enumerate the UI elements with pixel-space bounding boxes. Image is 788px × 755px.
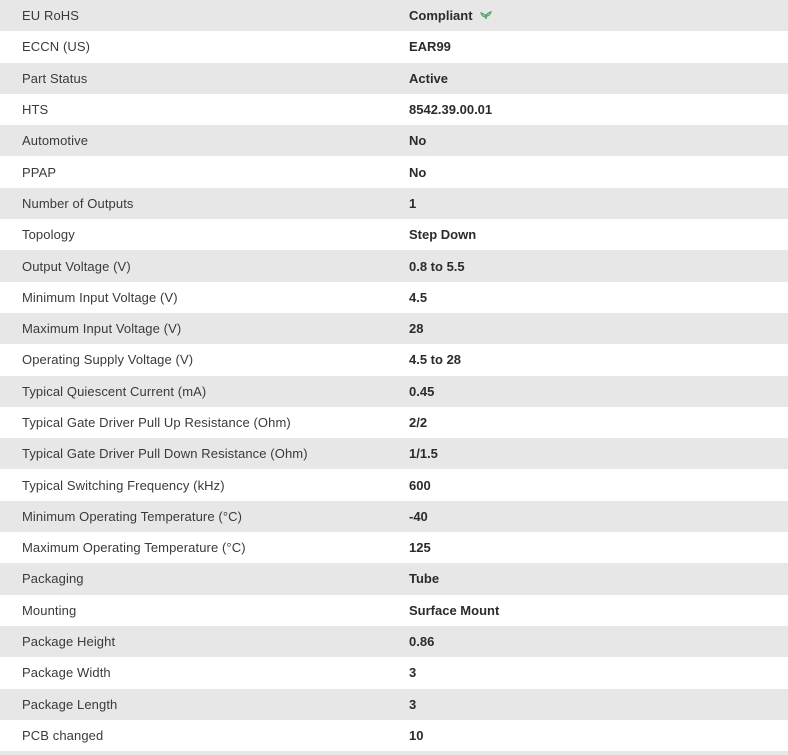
spec-label: HTS (0, 94, 409, 125)
spec-label: Typical Gate Driver Pull Up Resistance (Ohm) (0, 407, 409, 438)
spec-value: 4.5 (409, 282, 788, 313)
spec-label: Operating Supply Voltage (V) (0, 344, 409, 375)
spec-value: 3 (409, 657, 788, 688)
spec-label: Output Voltage (V) (0, 250, 409, 281)
spec-row (0, 156, 788, 187)
spec-label: Packaging (0, 563, 409, 594)
spec-value (409, 0, 788, 31)
spec-value: 28 (409, 313, 788, 344)
spec-value: 125 (409, 532, 788, 563)
spec-label: Package Width (0, 657, 409, 688)
spec-label: ECCN (US) (0, 31, 409, 62)
spec-value: 1/1.5 (409, 438, 788, 469)
spec-label: Package Height (0, 626, 409, 657)
spec-row (0, 282, 788, 313)
spec-row (0, 501, 788, 532)
spec-value-text: Compliant (409, 8, 473, 24)
leaf-icon (479, 8, 493, 23)
spec-label: Number of Outputs (0, 188, 409, 219)
spec-value: 8542.39.00.01 (409, 94, 788, 125)
spec-label: EU RoHS (0, 0, 409, 31)
spec-value: 1 (409, 188, 788, 219)
spec-label: PCB changed (0, 720, 409, 751)
spec-row (0, 219, 788, 250)
spec-value: Surface Mount (409, 595, 788, 626)
spec-value: Active (409, 63, 788, 94)
spec-row (0, 595, 788, 626)
spec-label: Topology (0, 219, 409, 250)
spec-row (0, 438, 788, 469)
spec-row (0, 532, 788, 563)
spec-label: Maximum Operating Temperature (°C) (0, 532, 409, 563)
spec-value: No (409, 156, 788, 187)
spec-row (0, 344, 788, 375)
spec-value: 0.45 (409, 376, 788, 407)
spec-value: 0.86 (409, 626, 788, 657)
spec-label: Typical Switching Frequency (kHz) (0, 469, 409, 500)
spec-row (0, 63, 788, 94)
spec-row (0, 0, 788, 31)
spec-row (0, 626, 788, 657)
spec-row (0, 94, 788, 125)
spec-label: Minimum Operating Temperature (°C) (0, 501, 409, 532)
spec-label: Minimum Input Voltage (V) (0, 282, 409, 313)
spec-value: Step Down (409, 219, 788, 250)
spec-label: Automotive (0, 125, 409, 156)
spec-label: PPAP (0, 156, 409, 187)
spec-row (0, 376, 788, 407)
spec-label: Mounting (0, 595, 409, 626)
spec-value: 600 (409, 469, 788, 500)
spec-row (0, 188, 788, 219)
spec-row (0, 657, 788, 688)
table-bottom-divider (0, 751, 788, 755)
spec-label: Typical Quiescent Current (mA) (0, 376, 409, 407)
spec-value: 3 (409, 689, 788, 720)
spec-row (0, 469, 788, 500)
spec-label: Part Status (0, 63, 409, 94)
spec-row (0, 720, 788, 751)
spec-value: 2/2 (409, 407, 788, 438)
spec-value: 0.8 to 5.5 (409, 250, 788, 281)
spec-row (0, 31, 788, 62)
spec-label: Maximum Input Voltage (V) (0, 313, 409, 344)
spec-value: 10 (409, 720, 788, 751)
spec-row (0, 250, 788, 281)
spec-value: EAR99 (409, 31, 788, 62)
spec-row (0, 125, 788, 156)
spec-row (0, 407, 788, 438)
spec-value: 4.5 to 28 (409, 344, 788, 375)
spec-label: Package Length (0, 689, 409, 720)
spec-row (0, 689, 788, 720)
spec-row (0, 313, 788, 344)
spec-value: No (409, 125, 788, 156)
spec-label: Typical Gate Driver Pull Down Resistance (Ohm) (0, 438, 409, 469)
spec-value: Tube (409, 563, 788, 594)
spec-row (0, 563, 788, 594)
spec-value: -40 (409, 501, 788, 532)
